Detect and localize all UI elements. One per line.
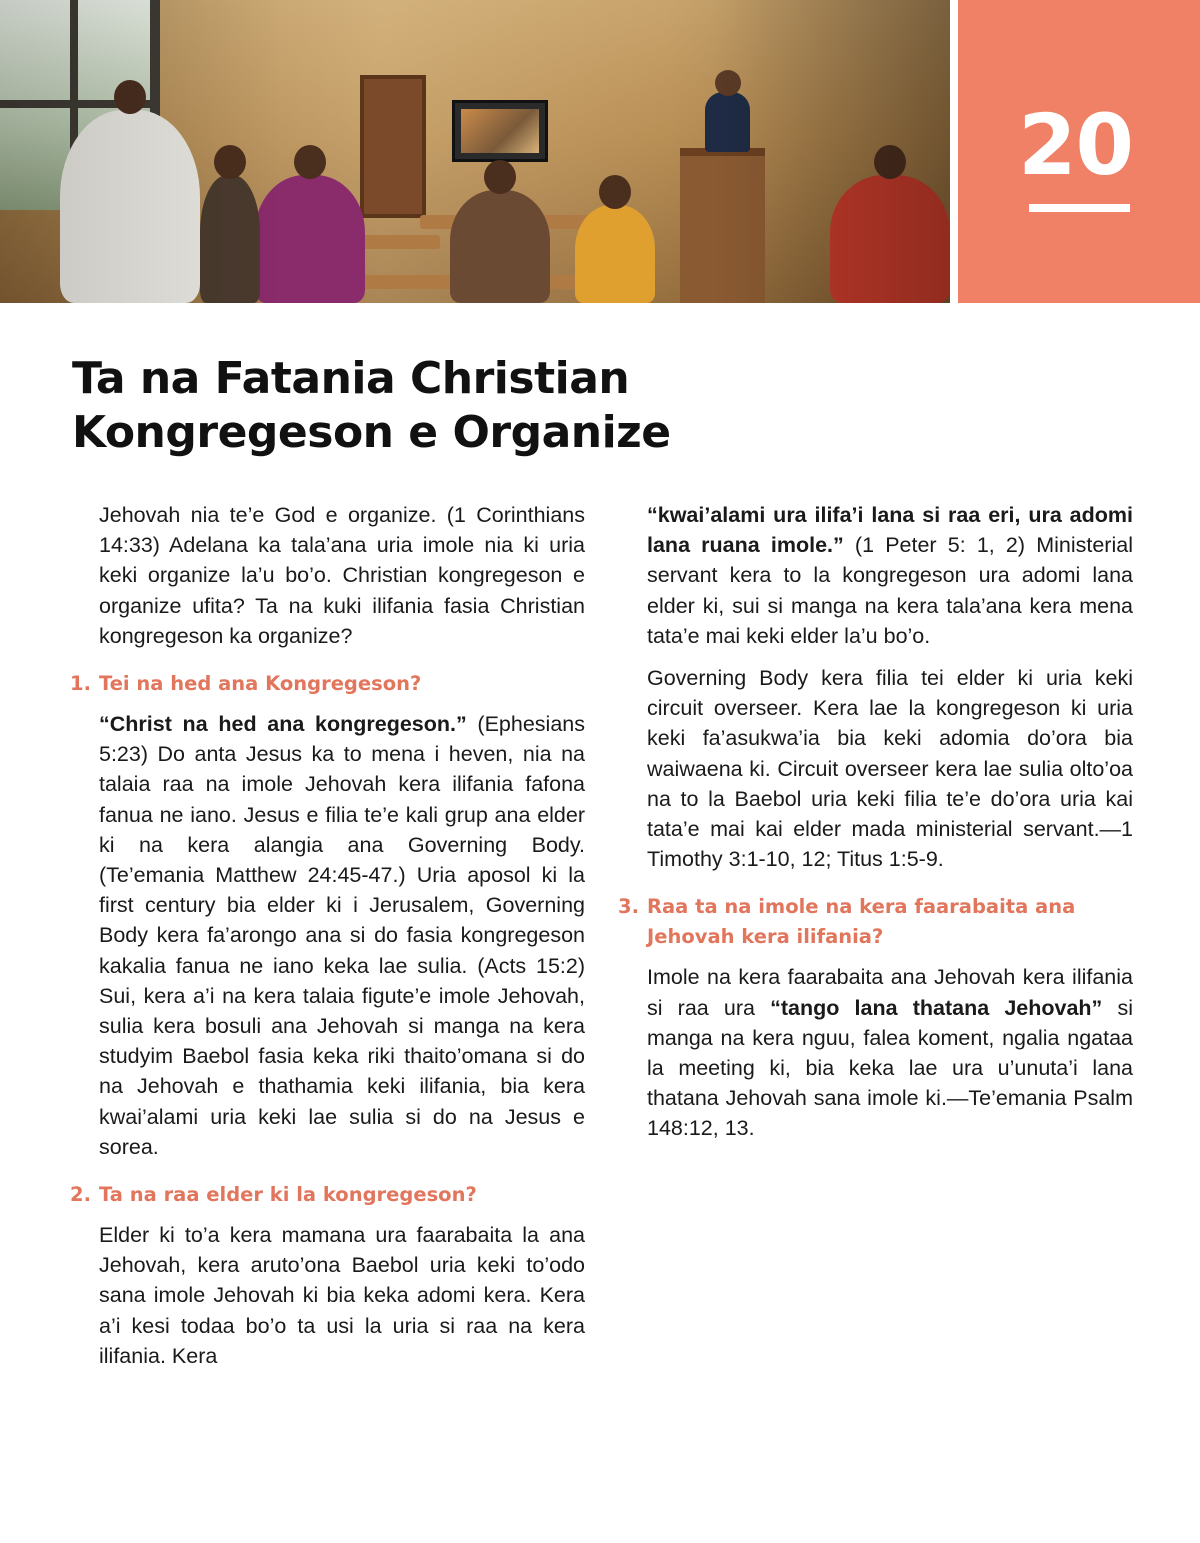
answer-paragraph: Governing Body kera filia tei elder ki uria keki circuit overseer. Kera lae la kongregeson ki uria keki fa’asukwa’ia bia keki adomia do’ora bia waiwaena ki. Circuit overseer kera lae sulia olto’oa na to la Baebol uria keki filia te’e do’ora uria kai tata’e mai kai elder mada ministerial servant.—1 Timothy 3:1-10, 12; Titus 1:5-9. (647, 666, 1133, 872)
answer-paragraph (70, 709, 585, 1162)
question-heading (70, 1180, 585, 1210)
answer-emphasis: “Christ na hed ana kongregeson.” (99, 712, 467, 737)
intro-paragraph: Jehovah nia te’e God e organize. (1 Corinthians 14:33) Adelana ka tala’ana uria imole nia ki uria keki organize la’u bo’o. Christian kongregeson e organize ufita? Ta na kuki ilifania fasia Christian kongregeson ka organize? (99, 503, 585, 648)
question-number: 2. (70, 1183, 91, 1207)
question-heading (618, 892, 1133, 952)
right-column (618, 500, 1133, 1156)
lesson-number: 20 (1018, 96, 1133, 194)
question-text: Ta na raa elder ki la kongregeson? (99, 1183, 477, 1207)
answer-paragraph-continued (618, 500, 1133, 651)
question-text: Tei na hed ana Kongregeson? (99, 672, 422, 696)
answer-paragraph (618, 962, 1133, 1143)
answer-text: (1 Peter 5: 1, 2) Ministerial servant kera to la kongregeson ura adomi lana elder ki, sui si manga na kera tala’ana kera mena tata’e mai keki elder la’u bo’o. (647, 533, 1133, 648)
question-number: 1. (70, 672, 91, 696)
answer-emphasis: “tango lana thatana Jehovah” (770, 995, 1103, 1020)
question-number: 3. (618, 895, 639, 919)
answer-text: Imole na kera faarabaita ana Jehovah kera ilifania si raa ura (647, 965, 1133, 1020)
answer-text: (Ephesians 5:23) Do anta Jesus ka to mena i heven, nia na talaia raa na imole Jehovah kera ilifania fafona fanua ne iano. Jesus e filia te’e kali grup ana elder ki na kera alangia ana Governing Body. (Te’emania Matthew 24:45-47.) Uria aposol ki la first century bia elder ki i Jerusalem, Governing Body kera fa’arongo ana si do fasia kongregeson kakalia fanua ne iano keka lae sulia. (Acts 15:2) Sui, kera a’i na kera talaia figute’e imole Jehovah, sulia kera bosuli ana Jehovah si manga na kera studyim Baebol fasia keka riki thaito’omana si do na Jehovah e thathamia keki ilifania, bia kera kwai’alami uria keki lae sulia si do na Jesus e sorea. (99, 712, 585, 1159)
answer-paragraph-part-a: Elder ki to’a kera mamana ura faarabaita la ana Jehovah, kera aruto’ona Baebol uria keki to’odo sana imole Jehovah ki bia keka adomi kera. Kera a’i kesi todaa bo’o ta usi la uria si raa na kera ilifania. Kera (99, 1223, 585, 1368)
lesson-badge (958, 0, 1200, 303)
page-title: Ta na Fatania Christian Kongregeson e Organize (72, 353, 671, 458)
question-text: Raa ta na imole na kera faarabaita ana Jehovah kera ilifania? (647, 895, 1076, 949)
header-photo (0, 0, 950, 303)
answer-text: si manga na kera nguu, falea koment, ngalia ngataa la meeting ki, bia keka lae ura u’unuta’i lana thatana Jehovah sana imole ki.—Te’emania Psalm 148:12, 13. (647, 995, 1133, 1141)
question-heading (70, 669, 585, 699)
lesson-number-rule (1029, 204, 1130, 212)
answer-emphasis: “kwai’alami ura ilifa’i lana si raa eri, ura adomi lana ruana imole.” (647, 503, 1133, 558)
left-column (70, 500, 585, 1383)
